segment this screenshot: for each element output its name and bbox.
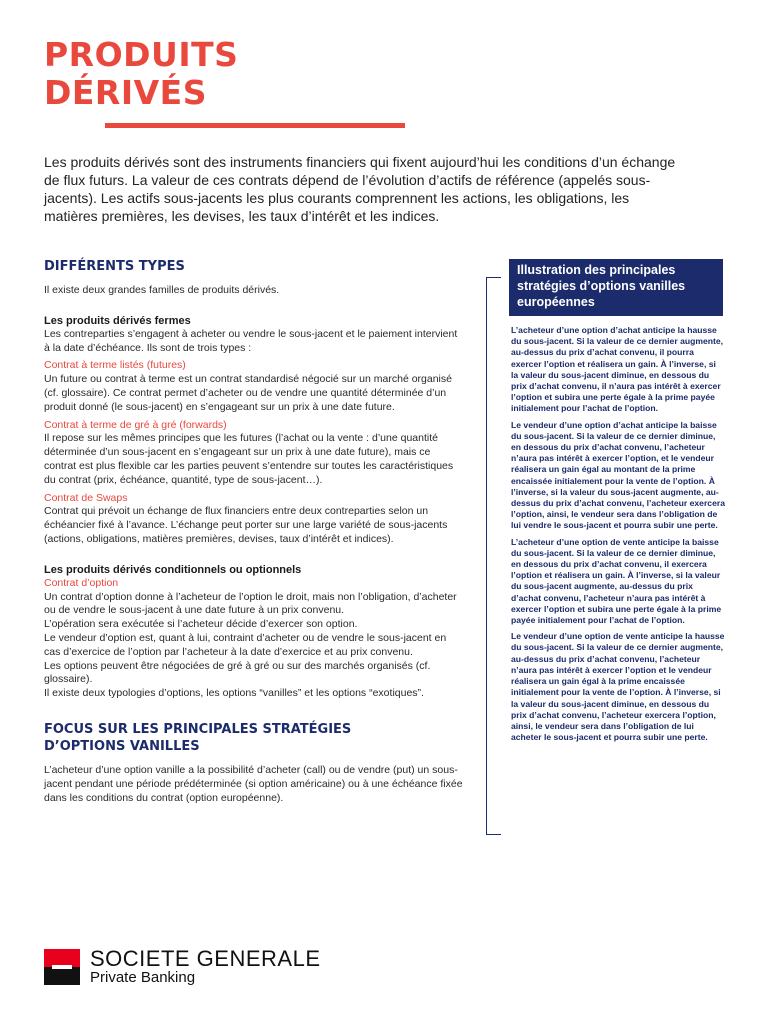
fermes-heading: Les produits dérivés fermes xyxy=(44,314,191,327)
option-paragraph: Un contrat d’option donne à l’acheteur de l’option le droit, mais non l’obligation, d’acheter ou de vendre le sous-jacent à une date future à un prix convenu. xyxy=(44,590,457,617)
page-title xyxy=(44,36,238,112)
futures-label: Contrat à terme listés (futures) xyxy=(44,359,186,372)
option-paragraph: Les options peuvent être négociées de gré à gré ou sur des marchés organisés (cf. glossaire). xyxy=(44,659,431,686)
brand-subtitle: Private Banking xyxy=(90,969,196,986)
option-paragraph: L’opération sera exécutée si l’acheteur décide d’exercer son option. xyxy=(44,618,358,631)
societe-generale-logo-icon xyxy=(44,949,80,985)
title-underline xyxy=(105,123,405,128)
brand-name: SOCIETE GENERALE xyxy=(90,946,321,971)
logo-black-square xyxy=(44,967,80,985)
sidebar-paragraph: L’acheteur d’une option de vente anticipe la baisse du sous-jacent. Si la valeur de ce dernier diminue, en dessous du prix d’achat convenu, il exercera l’option et réalisera un gain. À l’inverse, si la valeur du sous-jacent augmente, au-dessus du prix d’achat convenu, l’acheteur n’aura pas intérêt à exercer l’option et subira une perte égale à la prime payée initialement pour l’achat de l’option. xyxy=(511,536,722,626)
forwards-label: Contrat à terme de gré à gré (forwards) xyxy=(44,418,227,431)
sidebar-body xyxy=(511,325,725,748)
focus-heading xyxy=(44,721,464,755)
left-column xyxy=(44,258,464,805)
swaps-text: Contrat qui prévoit un échange de flux financiers entre deux contreparties selon un échéancier fixé à l’avance. L’échange peut porter sur une large variété de sous-jacents (actions, obligations, matières premières, devises, taux d’intérêt et indices). xyxy=(44,505,448,545)
focus-text: L’acheteur d’une option vanille a la possibilité d’acheter (call) ou de vendre (put) un sous-jacent pendant une période prédéterminée (si option américaine) ou à une échéance fixée dans les conditions du contrat (option européenne). xyxy=(44,763,463,804)
swaps-label: Contrat de Swaps xyxy=(44,491,128,504)
types-lead: Il existe deux grandes familles de produits dérivés. xyxy=(44,284,280,296)
logo-white-bar xyxy=(52,965,72,969)
conditionnels-heading: Les produits dérivés conditionnels ou optionnels xyxy=(44,563,302,576)
option-paragraph: Le vendeur d’option est, quant à lui, contraint d’acheter ou de vendre le sous-jacent en cas d’exercice de l’option par l’acheteur à la date d’exercice et au prix convenu. xyxy=(44,631,447,658)
title-line-1: PRODUITS xyxy=(44,35,239,74)
sidebar-heading: Illustration des principales stratégies d’options vanilles européennes xyxy=(509,259,723,316)
types-heading: DIFFÉRENTS TYPES xyxy=(44,259,185,274)
sidebar-paragraph: L’acheteur d’une option d’achat anticipe la hausse du sous-jacent. Si la valeur de ce dernier augmente, au-dessus du prix d’achat convenu, il pourra exercer l’option et réalisera un gain. À l’inverse, si la valeur du sous-jacent diminue, en dessous du prix d’achat convenu, il n’aura pas intérêt à exercer l’option et subira une perte égale à la prime payée initialement pour l’achat de l’option. xyxy=(511,325,724,414)
title-line-2: DÉRIVÉS xyxy=(44,73,207,112)
fermes-text: Les contreparties s’engagent à acheter ou vendre le sous-jacent et le paiement intervient à la date d’échéance. Ils sont de trois types : xyxy=(44,327,458,354)
option-paragraph: Il existe deux typologies d’options, les options “vanilles” et les options “exotiques”. xyxy=(44,687,424,700)
focus-heading-line-1: FOCUS SUR LES PRINCIPALES STRATÉGIES xyxy=(44,721,352,737)
sidebar-bracket xyxy=(486,277,501,835)
option-label: Contrat d’option xyxy=(44,576,119,589)
intro-paragraph: Les produits dérivés sont des instruments financiers qui fixent aujourd’hui les conditions d’un échange de flux futurs. La valeur de ces contrats dépend de l’évolution d’actifs de référence (appelés sous-jacents). Les actifs sous-jacents les plus courants comprennent les actions, les obligations, les matières premières, les devises, les taux d’intérêt et les indices. xyxy=(44,154,676,224)
forwards-text: Il repose sur les mêmes principes que les futures (l’achat ou la vente : d’une quantité déterminée d’un sous-jacent en s’engageant sur un prix à une date future), mais ce contrat est plus flexible car les parties peuvent s’entendre sur toutes les caractéristiques du contrat (prix, échéance, quantité, type de sous-jacent…). xyxy=(44,432,454,486)
focus-heading-line-2: D’OPTIONS VANILLES xyxy=(44,738,200,754)
futures-text: Un future ou contrat à terme est un contrat standardisé négocié sur un marché organisé (cf. glossaire). Ce contrat permet d’acheter ou de vendre une quantité déterminée d’un produit donné (le sous-jacent) en s’engageant sur un prix à une date future. xyxy=(44,373,452,413)
sidebar-paragraph: Le vendeur d’une option de vente anticipe la hausse du sous-jacent. Si la valeur de ce dernier augmente, au-dessus du prix d’achat convenu, l’acheteur n’aura pas intérêt à exercer l’option et le vendeur réalisera un gain égal à la prime encaissée initialement pour la vente de l’option. À l’inverse, si la valeur du sous-jacent diminue, en dessous du prix d’achat convenu, l’acheteur exercera l’option, ainsi, le vendeur sera dans l’obligation de lui acheter le sous-jacent et pourra subir une perte. xyxy=(511,631,725,743)
sidebar-paragraph: Le vendeur d’une option d’achat anticipe la baisse du sous-jacent. Si la valeur de ce dernier diminue, en dessous du prix d’achat convenu, l’acheteur n’aura pas intérêt à exercer l’option, et le vendeur réalisera un gain égal au montant de la prime encaissée initialement pour la vente de l’option. À l’inverse, si la valeur du sous-jacent augmente, au-dessus du prix d’achat convenu, l’acheteur exercera l’option, ainsi, le vendeur sera dans l’obligation de lui vendre le sous-jacent et pourra subir une perte. xyxy=(511,419,725,531)
